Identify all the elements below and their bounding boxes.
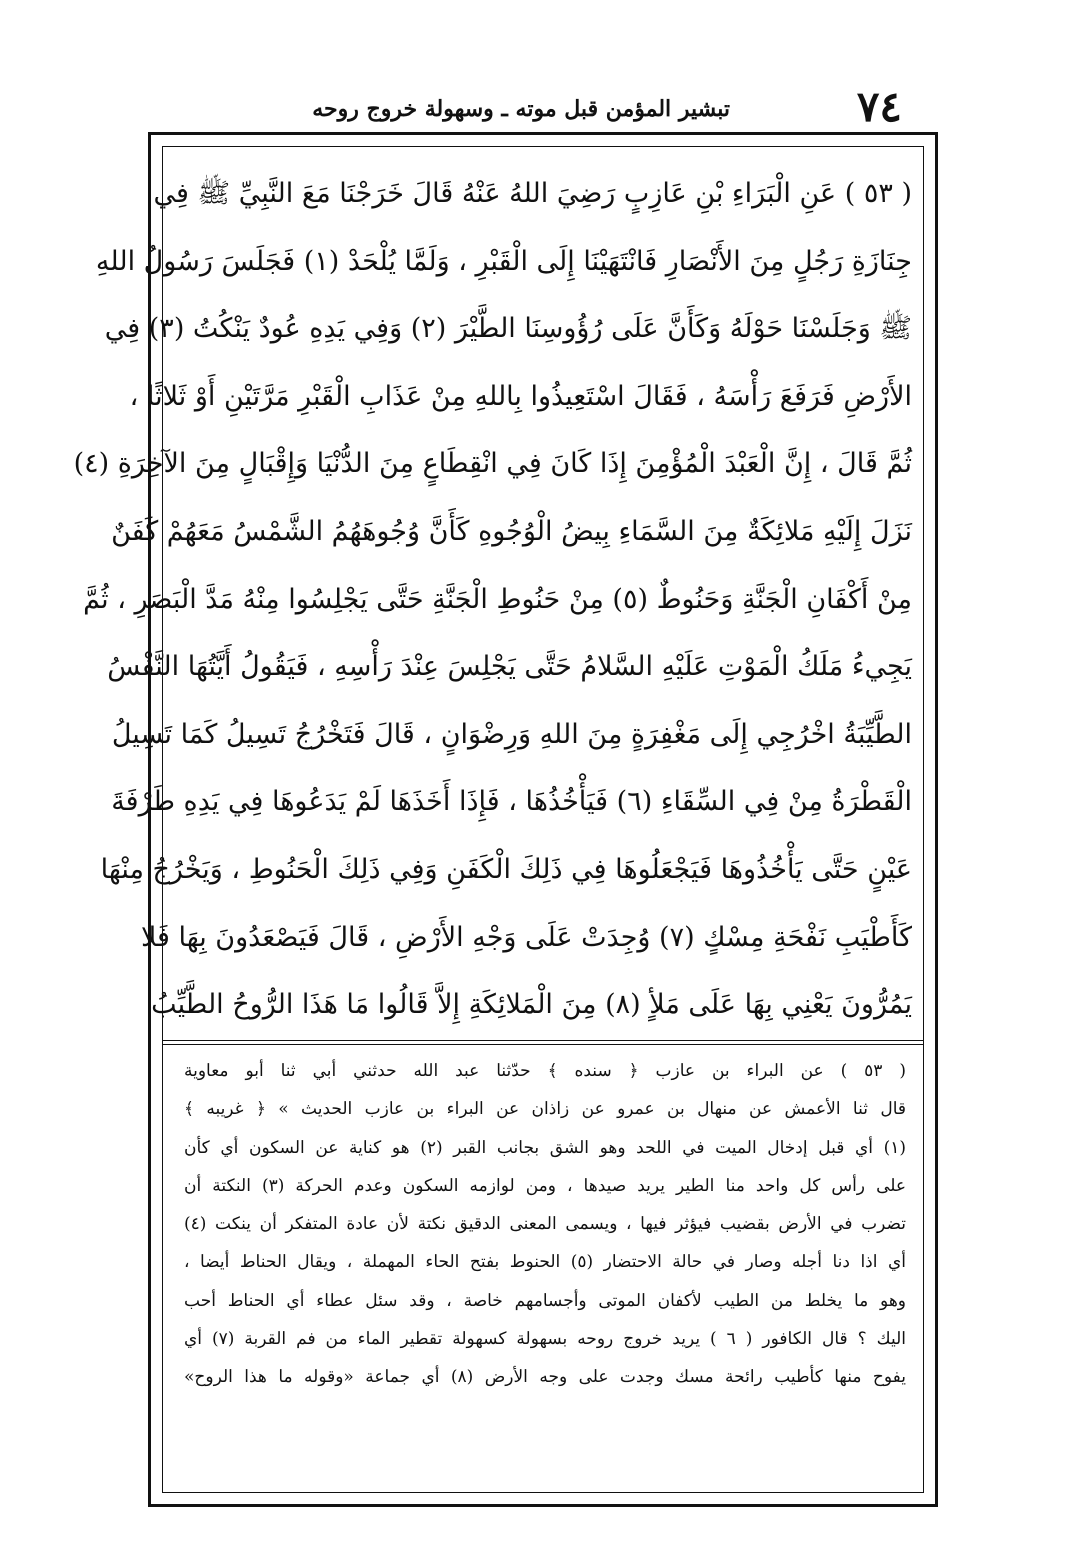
text-line: عَيْنٍ حَتَّى يَأْخُذُوهَا فَيَجْعَلُوهَا فِي ذَلِكَ الْكَفَنِ وَفِي ذَلِكَ الْحَنُوطِ ، وَيَخْرُجُ مِنْهَا bbox=[100, 853, 912, 885]
footnote-line: قال ثنا الأعمش عن منهال بن عمرو عن زاذان عن البراء بن عازب الحديث » ﴿ غريبه ﴾ bbox=[184, 1099, 906, 1120]
footnotes bbox=[184, 1052, 906, 1482]
text-line: الْقَطْرَةُ مِنْ فِي السِّقَاءِ (٦) فَيَأْخُذُهَا ، فَإِذَا أَخَذَهَا لَمْ يَدَعُوهَا فِي يَدِهِ طَرْفَةَ bbox=[111, 786, 912, 818]
text-line: يَمُرُّونَ يَعْنِي بِهَا عَلَى مَلأٍ (٨) مِنَ الْمَلائِكَةِ إِلاَّ قَالُوا مَا هَذَا الرُّوحُ الطَّيِّبُ bbox=[151, 989, 912, 1021]
text-line: نَزَلَ إِلَيْهِ مَلائِكَةٌ مِنَ السَّمَاءِ بِيضُ الْوُجُوهِ كَأَنَّ وُجُوهَهُمُ الشَّمْسُ مَعَهُمْ كَفَنٌ bbox=[111, 515, 912, 547]
footnote-line: وهو ما يخلط من الطيب لأكفان الموتى وأجسامهم خاصة ، وقد سئل عطاء أي الحناط أحب bbox=[184, 1290, 906, 1311]
hadith-text bbox=[73, 160, 912, 1021]
text-line: الطَّيِّبَةُ اخْرُجِي إِلَى مَغْفِرَةٍ مِنَ اللهِ وَرِضْوَانٍ ، قَالَ فَتَخْرُجُ تَسِيلُ كَمَا تَسِيلُ bbox=[111, 718, 912, 750]
running-title: تبشير المؤمن قبل موته ـ وسهولة خروج روحه bbox=[312, 96, 730, 122]
text-line: يَجِيءُ مَلَكُ الْمَوْتِ عَلَيْهِ السَّلامُ حَتَّى يَجْلِسَ عِنْدَ رَأْسِهِ ، فَيَقُولُ أَيَّتُهَا النَّفْسُ bbox=[107, 651, 912, 683]
page-header bbox=[150, 78, 940, 140]
footnote-line: تضرب في الأرض بقضيب فيؤثر فيها ، ويسمى المعنى الدقيق نكتة لأن عادة المتفكر أن ينكت (٤) bbox=[184, 1214, 906, 1235]
text-line: ﷺ وَجَلَسْنَا حَوْلَهُ وَكَأَنَّ عَلَى رُؤُوسِنَا الطَّيْرَ (٢) وَفِي يَدِهِ عُودٌ يَنْكُتُ (٣) فِي bbox=[104, 313, 912, 345]
footnote-line: يفوح منها كأطيب رائحة مسك وجدت على وجه الأرض (٨) أي جماعة «وقوله ما هذا الروح» bbox=[184, 1367, 906, 1388]
footnote-line: أي اذا دنا أجله وصار في حالة الاحتضار (٥) الحنوط بفتح الحاء المهملة ، ويقال الحناط أيضا ، bbox=[184, 1252, 906, 1273]
page-number: ٧٤ bbox=[856, 82, 902, 131]
text-line: الأَرْضِ فَرَفَعَ رَأْسَهُ ، فَقَالَ اسْتَعِيذُوا بِاللهِ مِنْ عَذَابِ الْقَبْرِ مَرَّتَيْنِ أَوْ ثَلاثًا ، bbox=[129, 380, 912, 412]
text-line: جِنَازَةِ رَجُلٍ مِنَ الأَنْصَارِ فَانْتَهَيْنَا إِلَى الْقَبْرِ ، وَلَمَّا يُلْحَدْ (١) فَجَلَسَ رَسُولُ اللهِ bbox=[95, 245, 912, 277]
section-divider bbox=[162, 1040, 924, 1041]
footnote-line: ( ٥٣ ) عن البراء بن عازب ﴿ سنده ﴾ حدّثنا عبد الله حدثني أبي ثنا أبو معاوية bbox=[184, 1061, 906, 1081]
section-divider bbox=[162, 1044, 924, 1045]
text-line: كَأَطْيَبِ نَفْحَةِ مِسْكٍ (٧) وُجِدَتْ عَلَى وَجْهِ الأَرْضِ ، قَالَ فَيَصْعَدُونَ بِهَا فَلا bbox=[140, 921, 912, 953]
footnote-line: اليك ؟ قال الكافور ( ٦ ) يريد خروج روحه بسهولة كسهولة تقطير الماء من فم القربة (٧) أي bbox=[184, 1329, 906, 1350]
footnote-line: على رأس كل واحد منا الطير يريد صيدها ، ومن لوازمه السكون وعدم الحركة (٣) النكتة أن bbox=[184, 1175, 907, 1196]
text-line: ( ٥٣ ) عَنِ الْبَرَاءِ بْنِ عَازِبٍ رَضِيَ اللهُ عَنْهُ قَالَ خَرَجْنَا مَعَ النَّبِيِّ ﷺ فِي bbox=[153, 178, 912, 209]
text-line: ثُمَّ قَالَ ، إِنَّ الْعَبْدَ الْمُؤْمِنَ إِذَا كَانَ فِي انْقِطَاعٍ مِنَ الدُّنْيَا وَإِقْبَالٍ مِنَ الآخِرَةِ (٤) bbox=[73, 448, 912, 480]
text-line: مِنْ أَكْفَانِ الْجَنَّةِ وَحَنُوطٌ (٥) مِنْ حَنُوطِ الْجَنَّةِ حَتَّى يَجْلِسُوا مِنْهُ مَدَّ الْبَصَرِ ، ثُمَّ bbox=[83, 583, 912, 615]
footnote-line: (١) أي قبل إدخال الميت في اللحد وهو الشق بجانب القبر (٢) هو كناية عن السكون أي كأن bbox=[184, 1137, 906, 1158]
